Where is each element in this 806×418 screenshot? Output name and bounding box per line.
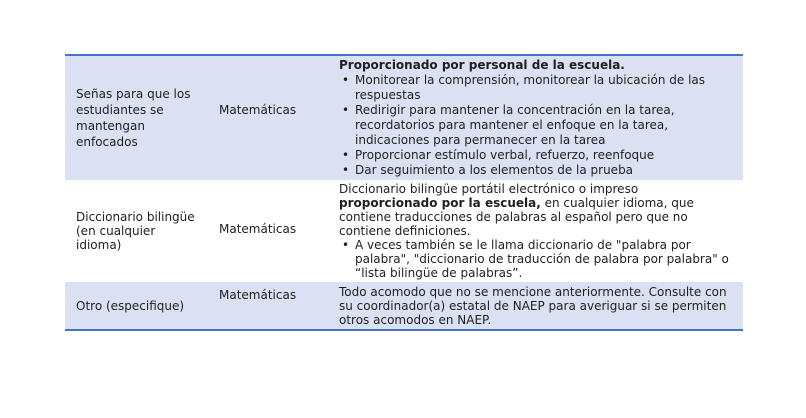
subject-label: Matemáticas bbox=[219, 102, 297, 117]
accommodation-name: Otro (especifique) bbox=[76, 298, 185, 313]
subject-cell bbox=[215, 180, 335, 282]
description-cell bbox=[335, 282, 743, 329]
subject-cell bbox=[215, 282, 335, 329]
bullet-item bbox=[339, 103, 734, 148]
subject-label: Matemáticas bbox=[219, 221, 297, 236]
accommodation-name-cell bbox=[65, 180, 215, 282]
description-text: en cualquier idioma, que contiene traducciones de palabras al español pero que no contiene definiciones. bbox=[339, 196, 694, 238]
bullet-item bbox=[339, 73, 734, 103]
table-row bbox=[65, 282, 743, 329]
bullet-icon: • bbox=[342, 103, 350, 117]
bullet-icon: • bbox=[342, 238, 350, 252]
accommodation-name-cell bbox=[65, 282, 215, 329]
bullet-item bbox=[339, 163, 734, 178]
bullet-text: Proporcionar estímulo verbal, refuerzo, reenfoque bbox=[355, 148, 655, 162]
description-heading: Proporcionado por personal de la escuela. bbox=[339, 58, 625, 72]
bullet-icon: • bbox=[342, 163, 350, 177]
description-bold-text: proporcionado por la escuela, bbox=[339, 196, 541, 210]
bullet-text: Redirigir para mantener la concentración en la tarea, recordatorios para mantener el enfoque en la tarea, indicaciones para permanecer en la tarea bbox=[355, 103, 675, 147]
description-cell bbox=[335, 56, 743, 180]
description-cell bbox=[335, 180, 743, 282]
table-row bbox=[65, 180, 743, 282]
accommodation-name: Diccionario bilingüe (en cualquier idioma) bbox=[76, 210, 195, 252]
accommodation-name-cell bbox=[65, 56, 215, 180]
bullet-item bbox=[339, 148, 734, 163]
table-row bbox=[65, 56, 743, 180]
bullet-item bbox=[339, 238, 734, 280]
subject-cell bbox=[215, 56, 335, 180]
bullet-text: A veces también se le llama diccionario de "palabra por palabra", "diccionario de traducción de palabra por palabra" o “lista bilingüe de palabras”. bbox=[355, 238, 729, 280]
accommodations-table bbox=[65, 54, 743, 331]
description-paragraph: Todo acomodo que no se mencione anteriormente. Consulte con su coordinador(a) estatal de NAEP para averiguar si se permiten otros acomodos en NAEP. bbox=[339, 285, 727, 327]
bullet-icon: • bbox=[342, 73, 350, 87]
bullet-text: Monitorear la comprensión, monitorear la ubicación de las respuestas bbox=[355, 73, 706, 102]
bullet-text: Dar seguimiento a los elementos de la prueba bbox=[355, 163, 634, 177]
accommodation-name: Señas para que los estudiantes se mantengan enfocados bbox=[76, 87, 191, 149]
subject-label: Matemáticas bbox=[219, 288, 297, 302]
bullet-icon: • bbox=[342, 148, 350, 162]
description-paragraph bbox=[339, 182, 734, 238]
description-text: Diccionario bilingüe portátil electrónico o impreso bbox=[339, 182, 639, 196]
